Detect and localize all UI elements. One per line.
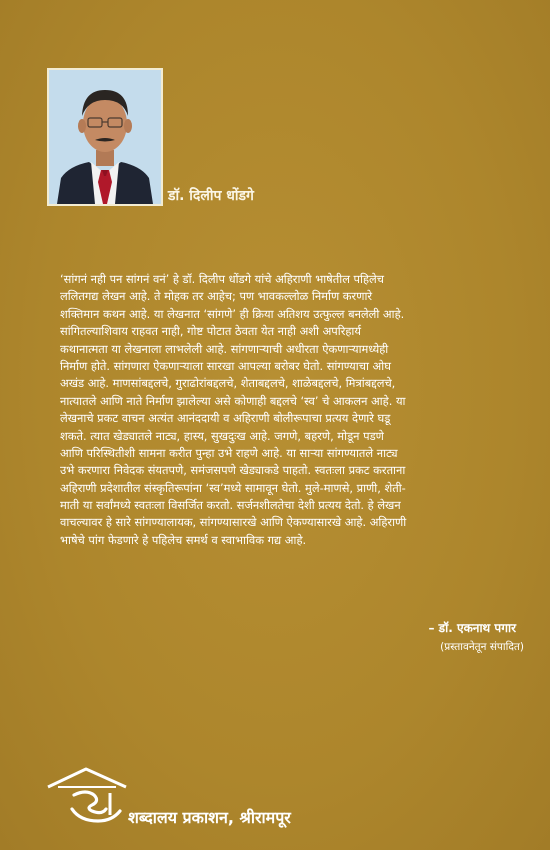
blurb-line: लेखनाचे प्रकट वाचन अत्यंत आनंददायी व अहिराणी बोलीरूपाचा प्रत्यय देणारे घडू [60,411,391,426]
blurb-line: सांगितल्याशिवाय राहवत नाही, गोष्ट पोटात ठेवता येत नाही अशी अपरिहार्य [60,324,361,339]
blurb-text [60,271,528,549]
blurb-line: अहिराणी प्रदेशातील संस्कृतिरूपांना ‘स्व’मध्ये सामावून घेतो. मुले-माणसे, प्राणी, शेती- [60,480,406,495]
shabdalay-logo-icon [46,765,128,825]
blurb-line: आणि परिस्थितीशी सामना करीत पुन्हा उभे राहणे आहे. या साऱ्या सांगण्यातले नाट्य [60,445,398,460]
blurb-line: भाषेचे पांग फेडणारे हे पहिलेच समर्थ व स्वाभाविक गद्य आहे. [60,532,307,547]
blurb-line: शक्तिमान कथन आहे. या लेखनात ‘सांगणे’ ही क्रिया अतिशय उत्फुल्ल बनलेली आहे. [60,306,405,321]
blurb-line: कथानात्मता या लेखनाला लाभलेली आहे. सांगणाऱ्याची अधीरता ऐकणाऱ्यामध्येही [60,341,389,356]
blurb-line: माती या सर्वांमध्ये स्वतःला विसर्जित करतो. सर्जनशीलतेचा देशी प्रत्यय देतो. हे लेखन [60,498,401,513]
blurb-line: उभे करणारा निवेदक संयतपणे, समंजसपणे खेड्याकडे पाहतो. स्वतःला प्रकट करताना [60,463,406,478]
blurb-line: निर्माण होते. सांगणारा ऐकणाऱ्याला सारखा आपल्या बरोबर घेतो. सांगण्याचा ओघ [60,358,391,373]
publisher-name: शब्दालय प्रकाशन, श्रीरामपूर [128,808,291,827]
author-name: डॉ. दिलीप धोंडगे [168,188,254,204]
author-portrait-image [49,70,161,204]
author-photo [47,68,163,206]
blurb-line: वाचल्यावर हे सारे सांगण्यालायक, सांगण्यासारखे आणि ऐकण्यासारखे आहे. अहिराणी [60,515,407,530]
signature-name: – डॉ. एकनाथ पगार [428,621,516,635]
signature-note: (प्रस्तावनेतून संपादित) [440,641,524,653]
blurb-line: अखंड आहे. माणसांबद्दलचे, गुराढोरांबद्दलचे, शेताबद्दलचे, शाळेबद्दलचे, मित्रांबद्दलचे, [60,376,396,391]
blurb-line: ललितगद्य लेखन आहे. ते मोहक तर आहेच; पण भावकल्लोळ निर्माण करणारे [60,289,373,304]
blurb-line: ‘सांगनं नही पन सांगनं वनं’ हे डॉ. दिलीप धोंडगे यांचे अहिराणी भाषेतील पहिलेच [60,272,384,286]
blurb-line: नात्यातले आणि नाते निर्माण झालेल्या असे कोणाही बद्दलचे ‘स्व’ चे आकलन आहे. या [60,393,406,408]
blurb-line: शकते. त्यात खेड्यातले नाट्य, हास्य, सुखदुःख आहे. जगणे, बहरणे, मोडून पडणे [60,428,384,443]
